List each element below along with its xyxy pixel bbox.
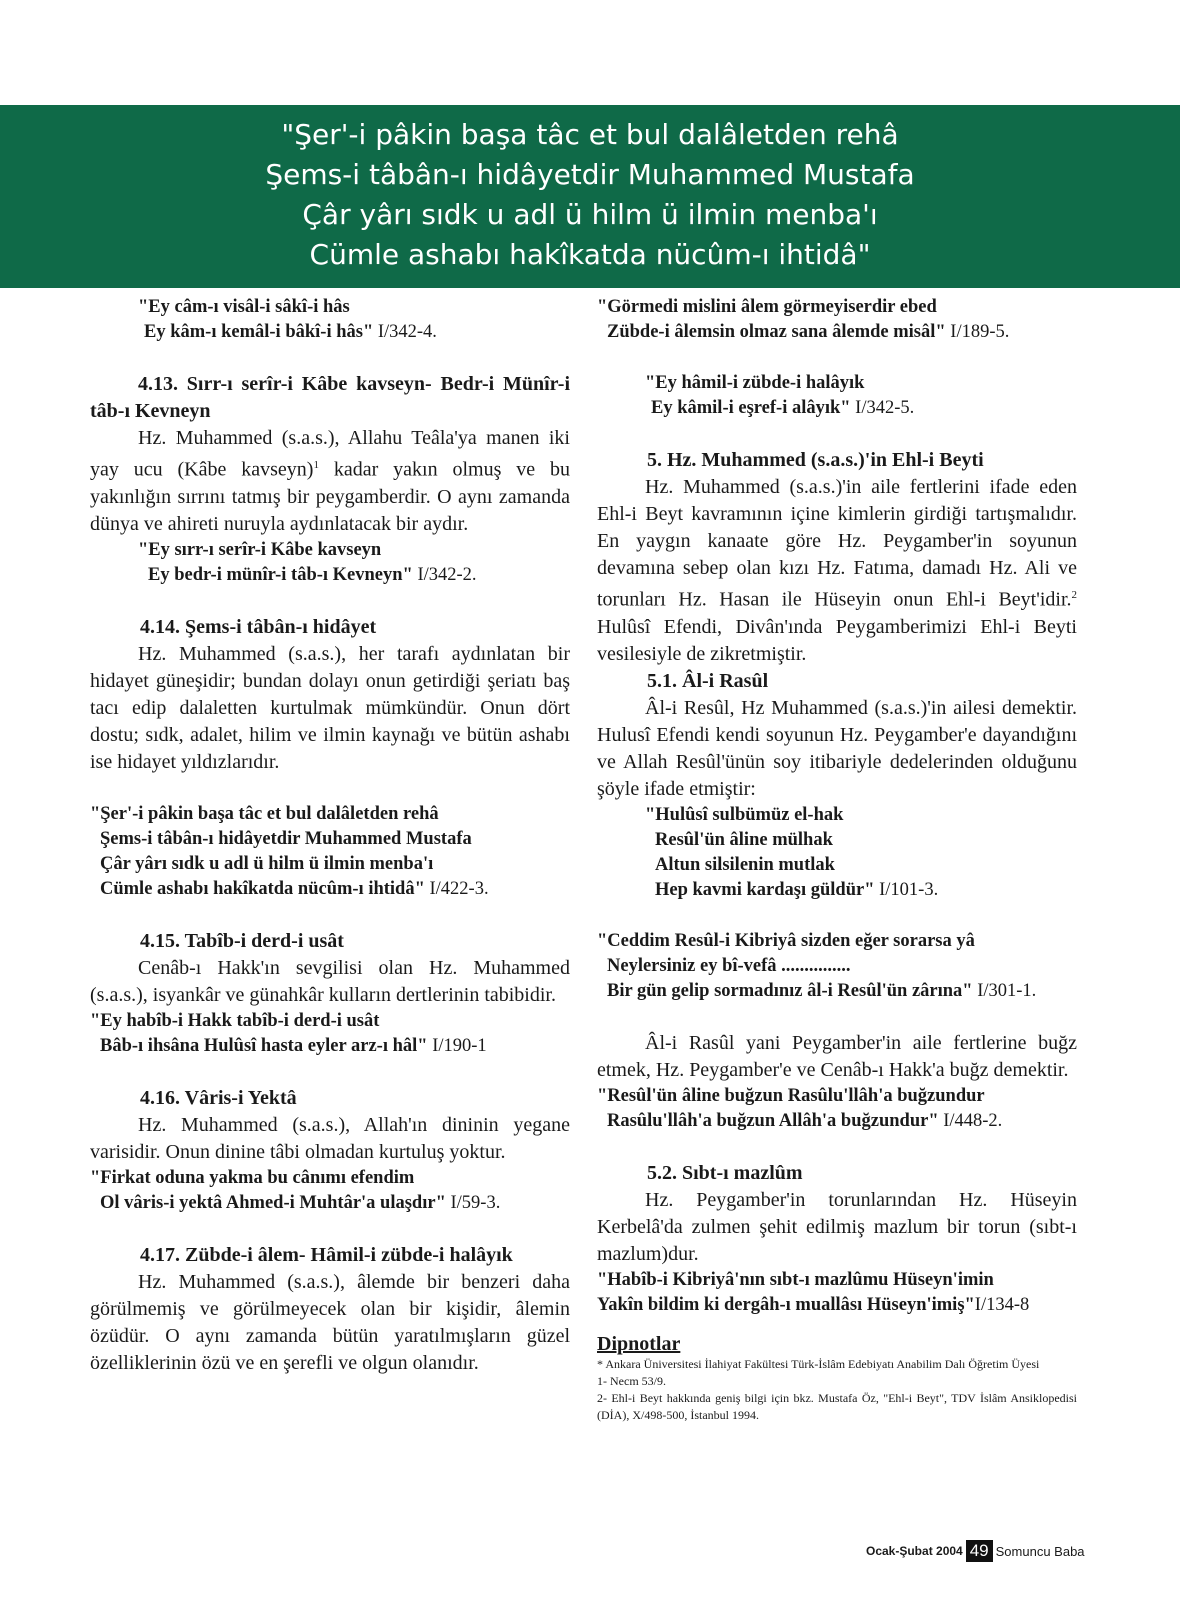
verse-reference: I/342-5. [855, 398, 915, 418]
verse-text: Ol vâris-i yektâ Ahmed-i Muhtâr'a ulaşdır" [100, 1192, 446, 1213]
verse-reference: I/101-3. [879, 879, 939, 900]
verse-line [90, 877, 570, 902]
paragraph: Hz. Muhammed (s.a.s.), Allah'ın dininin yegane varisidir. Onun dinine tâbi olmadan kurtuluş yoktur. [90, 1113, 570, 1163]
verse-text: Ey kâm-ı kemâl-i bâkî-i hâs" [144, 322, 374, 342]
footnote: * Ankara Üniversitesi İlahiyat Fakültesi Türk-İslâm Edebiyatı Anabilim Dalı Öğretim Üyesi [597, 1356, 1040, 1371]
verse-line: "Ey habîb-i Hakk tabîb-i derd-i usât [90, 1010, 380, 1031]
verse-line: Resûl'ün âline mülhak [655, 829, 833, 850]
verse-line [138, 320, 570, 345]
verse-line: "Ey câm-ı visâl-i sâkî-i hâs [138, 297, 350, 317]
verse-line: "Ey sırr-ı serîr-i Kâbe kavseyn [138, 539, 382, 560]
banner-line: Şems-i tâbân-ı hidâyetdir Muhammed Mustafa [265, 158, 915, 191]
right-column [597, 295, 1077, 1424]
verse-line: "Ceddim Resûl-i Kibriyâ sizden eğer sorarsa yâ [597, 930, 975, 951]
verse-line [90, 1034, 570, 1059]
verse-line: "Firkat oduna yakma bu cânımı efendim [90, 1167, 415, 1188]
verse-line [597, 320, 1077, 345]
paragraph: Hz. Muhammed (s.a.s.), her tarafı aydınlatan bir hidayet güneşidir; bundan dolayı onun getirdiği şeriatı baş tacı edip dalaletten kurtulmak mümkündür. Onun dört dostu; sıdk, adalet, hilim ve ilmin kaynağı ve bütün ashabı ise hidayet yıldızlarıdır. [90, 642, 570, 773]
paragraph: Cenâb-ı Hakk'ın sevgilisi olan Hz. Muhammed (s.a.s.), isyankâr ve günahkâr kulların dertlerinin tabibidir. [90, 956, 570, 1006]
verse-line [90, 1191, 570, 1216]
verse-line: "Ey hâmil-i zübde-i halâyık [645, 373, 865, 393]
verse-line [597, 1293, 1077, 1318]
section-heading-4-16: 4.16. Vâris-i Yektâ [140, 1086, 297, 1109]
paragraph: Hz. Muhammed (s.a.s.), âlemde bir benzeri daha görülmemiş ve görülmeyecek olan bir kişidir, âlemin özüdür. O aynı zamanda bütün yaratılmışların güzel özelliklerinin özü ve en şerefli ve olgun olanıdır. [90, 1270, 570, 1374]
section-heading-4-14: 4.14. Şems-i tâbân-ı hidâyet [140, 615, 377, 638]
verse-text: Bâb-ı ihsâna Hulûsî hasta eyler arz-ı hâl" [100, 1035, 428, 1056]
verse-line [597, 1109, 1077, 1134]
paragraph-text: Hulûsî Efendi, Divân'ında Peygamberimizi Ehl-i Beyti vesilesiyle de zikretmiştir. [597, 615, 1077, 665]
section-heading-5-2: 5.2. Sıbt-ı mazlûm [647, 1161, 803, 1184]
footnote-ref: 2 [1071, 589, 1077, 601]
verse [597, 1268, 1077, 1318]
verse-text: Yakîn bildim ki dergâh-ı muallâsı Hüseyn'imiş" [597, 1294, 975, 1315]
banner-line: Çâr yârı sıdk u adl ü hilm ü ilmin menba'ı [302, 198, 878, 231]
paragraph-text: Hz. Muhammed (s.a.s.), Allahu Teâla'ya manen iki yay ucu (Kâbe kavseyn) [90, 427, 570, 481]
verse-text: Ey kâmil-i eşref-i alâyık" [651, 398, 851, 418]
quote-banner [0, 105, 1180, 288]
paragraph: Hz. Peygamber'in torunlarından Hz. Hüseyin Kerbelâ'da zulmen şehit edilmiş mazlum bir torun (sıbt-ı mazlum)dur. [597, 1188, 1077, 1265]
verse-text: Ey bedr-i münîr-i tâb-ı Kevneyn" [148, 564, 413, 585]
verse-reference: I/301-1. [977, 980, 1037, 1001]
verse-line: "Şer'-i pâkin başa tâc et bul dalâletden rehâ [90, 803, 439, 824]
verse-reference: I/190-1 [432, 1035, 487, 1056]
paragraph: Âl-i Resûl, Hz Muhammed (s.a.s.)'in ailesi demektir. Hulusî Efendi kendi soyunun Hz. Peygamber'e dayandığını ve Allah Resûl'ünün soy itibariyle dedelerinden olduğunu şöyle ifade etmiştir: [597, 696, 1077, 800]
verse-line: Altun silsilenin mutlak [655, 854, 835, 875]
page-footer [866, 1540, 1085, 1562]
verse-line [645, 878, 1077, 903]
paragraph-text: kadar yakın olmuş ve bu yakınlığın sırrını tatmış bir peygamberdir. O aynı zamanda dünya ve ahireti nuruyla aydınlatacak bir aydır. [90, 458, 571, 535]
section-heading-4-15: 4.15. Tabîb-i derd-i usât [140, 929, 344, 952]
verse [597, 295, 1077, 345]
verse [90, 295, 570, 345]
verse-text: Rasûlu'llâh'a buğzun Allâh'a buğzundur" [607, 1110, 939, 1131]
verse-line: Şems-i tâbân-ı hidâyetdir Muhammed Mustafa [100, 828, 472, 849]
verse [90, 1009, 570, 1059]
paragraph-text: Hz. Muhammed (s.a.s.)'in aile fertlerini ifade eden Ehl-i Beyt kavramının içine kimlerin girdiği tartışmalıdır. En yaygın kanaate göre Hz. Peygamber'in soyunun devamına sebep olan kızı Hz. Fatıma, damadı Hz. Ali ve torunları Hz. Hasan ile Hüseyin onun Ehl-i Beyt'idir. [597, 476, 1077, 611]
verse [90, 1166, 570, 1216]
banner-line: "Şer'-i pâkin başa tâc et bul dalâletden rehâ [281, 118, 899, 151]
section-heading-5: 5. Hz. Muhammed (s.a.s.)'in Ehl-i Beyti [647, 449, 984, 471]
section-heading-4-13: 4.13. Sırr-ı serîr-i Kâbe kavseyn- Bedr-i Münîr-i tâb-ı Kevneyn [90, 373, 570, 422]
verse-text: Bir gün gelip sormadınız âl-i Resûl'ün zârına" [607, 980, 973, 1001]
verse-line: Neylersiniz ey bî-vefâ ............... [607, 955, 851, 976]
verse [597, 371, 1077, 421]
paragraph: Âl-i Rasûl yani Peygamber'in aile fertlerine buğz etmek, Hz. Peygamber'e ve Cenâb-ı Hakk'a buğz demektir. [597, 1031, 1077, 1081]
verse-reference: I/342-2. [417, 564, 477, 585]
banner-line: Cümle ashabı hakîkatda nücûm-ı ihtidâ" [309, 238, 871, 271]
verse-line: "Görmedi mislini âlem görmeyiserdir ebed [597, 297, 937, 317]
verse-reference: I/59-3. [450, 1192, 501, 1213]
footnote-ref: 1 [313, 459, 319, 471]
verse [597, 1084, 1077, 1134]
verse-line: "Habîb-i Kibriyâ'nın sıbt-ı mazlûmu Hüseyn'imin [597, 1269, 994, 1290]
verse-reference: I/189-5. [950, 322, 1010, 342]
verse-text: Hep kavmi kardaşı güldür" [655, 879, 875, 900]
verse-reference: I/134-8 [974, 1294, 1030, 1315]
verse [90, 538, 570, 588]
verse [90, 802, 570, 902]
section-heading-5-1: 5.1. Âl-i Rasûl [647, 669, 769, 692]
verse-reference: I/422-3. [429, 878, 489, 899]
verse-line [138, 563, 570, 588]
section-heading-4-17: 4.17. Zübde-i âlem- Hâmil-i zübde-i halâyık [140, 1243, 513, 1266]
verse-reference: I/448-2. [943, 1110, 1003, 1131]
page-number: 49 [966, 1540, 993, 1562]
paragraph [597, 474, 1077, 668]
verse-reference: I/342-4. [377, 322, 437, 342]
verse-line [645, 396, 1077, 421]
footnotes-heading: Dipnotlar [597, 1332, 681, 1355]
verse [597, 803, 1077, 903]
verse [597, 929, 1077, 1004]
verse-text: Zübde-i âlemsin olmaz sana âlemde misâl" [607, 322, 946, 342]
footnote: 1- Necm 53/9. [597, 1373, 666, 1388]
verse-line: "Hulûsî sulbümüz el-hak [645, 804, 844, 825]
verse-text: Cümle ashabı hakîkatda nücûm-ı ihtidâ" [100, 878, 425, 899]
footnote: 2- Ehl-i Beyt hakkında geniş bilgi için bkz. Mustafa Öz, "Ehl-i Beyt", TDV İslâm Ansiklopedisi (DİA), X/498-500, İstanbul 1994. [597, 1390, 1077, 1422]
issue-date: Ocak-Şubat 2004 [866, 1544, 963, 1558]
paragraph [90, 425, 570, 538]
left-column [90, 295, 570, 1377]
magazine-name: Somuncu Baba [995, 1543, 1085, 1559]
verse-line: Çâr yârı sıdk u adl ü hilm ü ilmin menba'ı [100, 853, 434, 874]
verse-line [597, 979, 1077, 1004]
verse-line: "Resûl'ün âline buğzun Rasûlu'llâh'a buğzundur [597, 1085, 985, 1106]
